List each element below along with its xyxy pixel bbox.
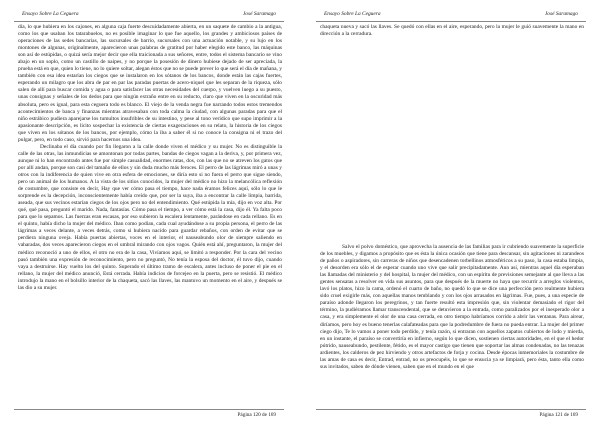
paragraph: día, lo que hubiera en los cajones, en alguna caja fuerte descuidadamente abierta, en un saquete de cambio a la antigua, como los que usaban los tatarabuelos, no es posible imaginar lo que fue aquello, los grandes y ambiciosos países de operaciones de las sedes bancarias, las sucursales de barrio, sucursales con una actuación notable, y su lujo en los montones de algunas, originalmente, aparecieron unas palabras de gratitud por haber elegido este banco, las máquinas son así de estúpidas, o quizá sería mejor decir que ella traicionada a sus señores, entre, todos el sistema bancario se vino abajo en un soplo, como un castillo de naipes, y no porque la posesión de dinero hubiese dejado de ser apreciada, la prueba está en que, quien lo tiene, no lo quiere soltar, alegan éstos que no se puede prever lo que será el día de mañana, y también con esa idea estarían los ciegos que se instalaron en los sótanos de los bancos, donde están las cajas fuertes, esperando un milagro que los abra de par en par las paradas puertas de acero-niquel que les separan de la riqueza, sólo salen de allí para buscar comida y agua o para satisfacer las otras necesidades del cuerpo, y vuelven luego a su puesto, unas consignas y señales de los dedos para que ningún extraño entre en su reducto, claro que viven en la oscuridad más absoluta, pero es igual, para esta ceguera todo es blanco. El viejo de la venda negra fue narrando todos estos tremendos acontecimientos de banca y finanzas mientras atravesaban con toda calma la ciudad, con algunas paradas para que el niño estrábico pudiera aparejarse los tumultos insufribles de su intestino, y pese al tono verídico que supo imprimir a la apasionante descripción, es lícito sospechar la existencia de ciertas exageraciones en su relato, la historia de los ciegos que viven en los sótanos de los bancos, por ejemplo, cómo la iba a saber él si no conoce la consigna ni el trazo del pulgar, pero, en todo caso, sirvió para hacernos una idea. [18,24,282,143]
header-title: Ensayo Sobre La Ceguera [22,11,79,17]
left-page [4,0,294,424]
page-footer [316,409,586,420]
page-footer [14,409,284,420]
page-body [18,24,282,408]
right-page [306,0,596,424]
header-author: José Saramago [544,11,578,17]
page-number: Página 120 de 169 [237,412,276,418]
page-header [316,9,586,22]
page-number: Página 121 de 169 [539,412,578,418]
page-header [14,9,284,22]
header-author: José Saramago [242,11,276,17]
header-title: Ensayo Sobre La Ceguera [324,11,381,17]
paragraph: Declinaba el día cuando por fin llegaron a la calle donde viven el médico y su mujer. No es distinguible la calle de las otras, las inmundicias se amontonan por todas partes, bandas de ciegos vagan a la deriva, y, por primera vez, aunque ni lo han encontrado antes fue por simple casualidad, enormes ratas, dos, con las que no se atreven los gatos que por allí andan, porque son casi del tamaño de ellos y sin duda mucho más feroces. El perro de las lágrimas miró a unas y otros con la indiferencia de quien vive en otra esfera de emociones, se diría esto si no fuera el perro que sigue siendo, pero un animal de los humanos. A la vista de los sitios conocidos, la mujer del médico no hizo la melancólica reflexión de costumbre, que consiste en decir, Hay que ver cómo pasa el tiempo, hace nada éramos felices aquí, sólo lo que le sorprende es la decepción, inconscientemente había creído que, por ser la suya, iba a encontrar la calle limpia, barrida, aseada, que sus vecinos estarían ciegos de los ojos pero no del entendimiento. Qué estúpida la mía, dijo en voz alta. Por qué, qué pasa, preguntó el marido. Nada, fantasías. Cómo pasa el tiempo, a ver cómo está la casa, dijo él. Ya falta poco para que lo sepamos. Las fuerzas eran escasas, por eso subieron la escalera lentamente, parándose en cada rellano. Es en el quinto, había dicho la mujer del médico. Iban como podían, cada cual ayudándose a su propia persona, el perro de las lágrimas a veces delante, a veces detrás, como si hubiera nacido para guardar rebaños, con orden de evitar que se perdiera ninguna oveja. Había puertas abiertas, voces en el interior, el nauseabundo olor de siempre saliendo en vaharadas, dos veces aparecieron ciegos en el umbral mirando con ojos vagos. Quién está ahí, preguntaron, la mujer del médico reconoció a uno de ellos, el otro no era de la casa, Vivíamos aquí, se limitó a responder. Por la cara del vecino pasó también una expresión de reconocimiento, pero no preguntó, No tenía la esposa del doctor, él tuvo dijo, cuando vaya a destruirse. Hay vuelto los del quinto. Superado el último tramo de escalera, antes incluso de poner el pie en el rellano, la mujer del médico anunció, Está cerrada. Había indicios de forcejeo en la puerta, pero se resistió. El médico introdujo la mano en el bolsillo interior de la chaqueta, sacó las llaves, las mantuvo un momento en el aire, y después se las dio a su mujer. [18,143,282,291]
paragraph: chaqueta nueva y sacó las llaves. Se quedó con ellas en el aire, esperando, pero la mujer le guió suavemente la mano en dirección a la cerradura. [320,24,584,38]
paragraph: Salvo el polvo doméstico, que aprovecha la ausencia de las familias para ir cubriendo suavemente la superficie de los muebles, y digamos a propósito que es ésta la única ocasión que tiene para descansar, sin agitaciones ni zarandeos de paños o aspiradores, sin carreras de niños que desencadenen torbellinos atmosféricos a su paso, la casa estaba limpia, y el desorden era sólo el de esperar cuando uno vive que salir precipitadamente. Aun así, mientras aquel día esperaban las llamadas del ministerio y del hospital, la mujer del médico, con un espíritu de previsiones semejante al que lleva a las gentes sensatas a resolver en vida sus asuntos, para que después de la muerte no haya que recurrir a arreglos violentos, lavó los platos, hizo la cama, ordenó el cuarto de baño, no quedó lo que se dice una perfección pero realmente hubiera sido cruel exigirle más, con aquellas manos temblando y con los ojos arrasados en lágrimas. Fue, pues, a una especie de paraíso adonde llegaron los peregrinos, y tan fuerte resultó esta impresión que, sin violentar demasiado el rigor del término, la pudiéramos llamar transcendental, que se detuvieron a la entrada, como paralizados por el inesperado olor a casa, y era simplemente el olor de una casa cerrada, en otro tiempo habríamos corrido a abrir las ventanas. Para airear, diríamos, pero hoy es bueno tenerlas calafateadas para que la podredumbre de fuera no pueda entrar. La mujer del primer ciego dijo, Te lo vamos a poner todo perdido, y tenía razón, si entraran con aquellos zapatos cubiertos de lodo y mierda, en un instante, el paraíso se convertiría en infierno, según lo que dicen, sostienen ciertas autoridades, en el que el hedor pútrido, nauseabundo, pestilente, fétido, es el mayor castigo que tienen que soportar las almas condenadas, no las tenazas ardientes, los calderos de pez hirviendo y otros artefactos de forja y cocina. Desde épocas inmemoriales la costumbre de las amas de casa es decir, Entrad, entrad, no os preocupéis, lo que se ensucia ya se limpiará, pero ésta, tanto ella como sus invitados, saben de dónde vienen, saben que en el mundo en el que [320,244,584,370]
page-body-top [320,24,584,48]
page-body [320,244,584,408]
